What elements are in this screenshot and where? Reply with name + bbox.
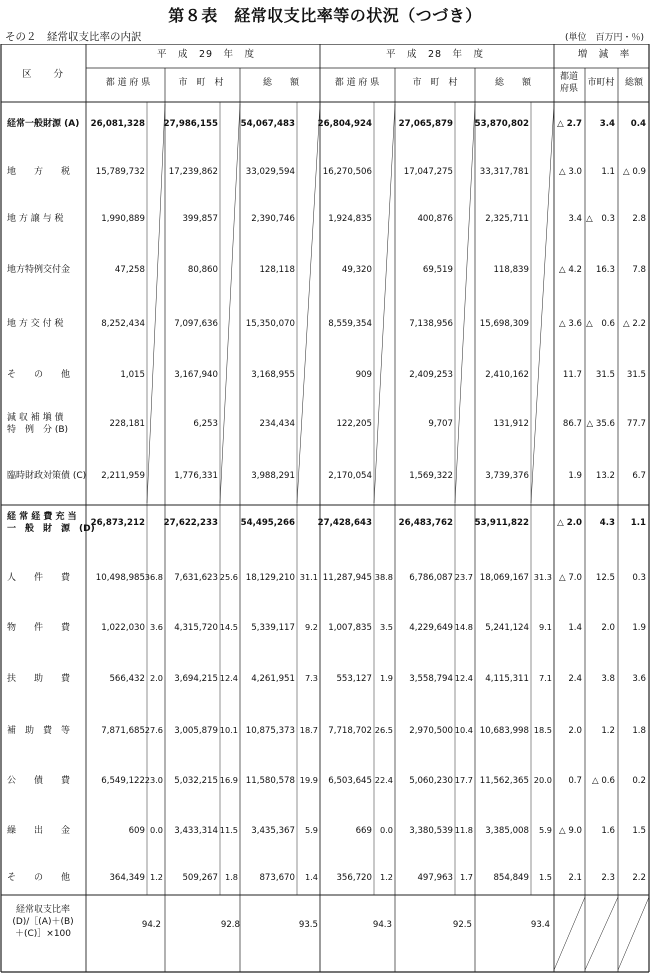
cell-h29-municipality: 6,253 <box>193 419 218 429</box>
cell-change-total: 0.3 <box>632 573 646 583</box>
cell-h28-total: 4,115,311 <box>485 674 529 684</box>
cell-h28-total: 18,069,167 <box>479 573 529 583</box>
row-label: 地 方 交 付 税 <box>7 319 64 329</box>
cell-change-municipality: 2.3 <box>601 873 615 883</box>
table-row <box>7 621 646 633</box>
row-label: 扶 助 費 <box>7 674 71 684</box>
cell-h29-total: 2,390,746 <box>251 214 295 224</box>
cell-h29-prefecture-pct: 23.0 <box>144 775 163 785</box>
cell-h28-municipality: 4,229,649 <box>409 623 453 633</box>
cell-change-prefecture: 3.4 <box>568 214 582 224</box>
cell-h28-municipality: 17,047,275 <box>403 167 453 177</box>
cell-h29-total: 11,580,578 <box>245 776 295 786</box>
header-change-municipality: 市町村 <box>587 78 615 88</box>
cell-h28-prefecture: 1,007,835 <box>328 623 372 633</box>
cell-h29-municipality: 509,267 <box>182 873 218 883</box>
cell-change-prefecture: △ 4.2 <box>558 265 582 275</box>
cell-h28-prefecture: 356,720 <box>336 873 372 883</box>
cell-h28-municipality: 9,707 <box>428 419 453 429</box>
cell-h28-prefecture-pct: 0.0 <box>379 825 393 835</box>
cell-h28-prefecture-pct: 26.5 <box>374 725 393 735</box>
cell-h29-municipality: 3,694,215 <box>174 674 218 684</box>
cell-h28-total: 53,911,822 <box>474 518 529 528</box>
cell-h29-municipality: 3,005,879 <box>174 726 218 736</box>
cell-h29-total-pct: 5.9 <box>304 825 318 835</box>
cell-h29-prefecture: 609 <box>128 826 145 836</box>
cell-change-prefecture: 11.7 <box>562 370 582 380</box>
cell-h29-prefecture: 15,789,732 <box>95 167 145 177</box>
cell-h29-prefecture: 1,990,889 <box>101 214 145 224</box>
cell-change-total: △ 2.2 <box>622 319 646 329</box>
cell-h29-municipality: 1,776,331 <box>174 471 218 481</box>
cell-h29-total: 3,168,955 <box>251 370 295 380</box>
cell-h28-prefecture: 16,270,506 <box>322 167 372 177</box>
cell-h28-prefecture-pct: 22.4 <box>374 775 393 785</box>
cell-h28-prefecture-pct: 1.2 <box>379 872 393 882</box>
header-change-total: 総額 <box>624 78 644 88</box>
cell-h28-total: 11,562,365 <box>479 776 529 786</box>
cell-change-prefecture: 1.4 <box>568 623 582 633</box>
ratio-label-line2: (D)/［(A)＋(B) <box>12 917 74 927</box>
cell-h28-total-pct: 18.5 <box>533 725 552 735</box>
table-row <box>7 317 646 329</box>
cell-h29-municipality: 4,315,720 <box>174 623 218 633</box>
cell-change-municipality: △ 0.6 <box>586 319 615 329</box>
cell-h28-municipality-pct: 14.8 <box>454 622 473 632</box>
table-row <box>7 510 646 534</box>
cell-h29-municipality: 7,631,623 <box>174 573 218 583</box>
row-label: 経常一般財源 (A) <box>7 119 80 129</box>
cell-change-total: 6.7 <box>632 471 646 481</box>
header-category: 区 分 <box>21 69 65 80</box>
cell-change-total: 3.6 <box>632 674 646 684</box>
cell-h28-total: 2,325,711 <box>485 214 529 224</box>
cell-change-total: 0.4 <box>630 119 646 129</box>
cell-h28-total-pct: 31.3 <box>533 572 552 582</box>
row-label: 物 件 費 <box>7 623 71 633</box>
cell-change-prefecture: 2.1 <box>568 873 582 883</box>
cell-h29-total-pct: 19.9 <box>299 775 318 785</box>
cell-h28-municipality-pct: 10.4 <box>454 725 473 735</box>
cell-h28-total-pct: 5.9 <box>538 825 552 835</box>
cell-change-total: 2.8 <box>632 214 646 224</box>
cell-h28-prefecture-pct: 3.5 <box>379 622 393 632</box>
cell-change-municipality: 1.1 <box>601 167 615 177</box>
cell-change-municipality: 31.5 <box>595 370 615 380</box>
cell-h28-municipality: 3,558,794 <box>409 674 453 684</box>
row-label: 公 債 費 <box>7 776 71 786</box>
cell-h29-prefecture: 47,258 <box>114 265 145 275</box>
cell-h28-prefecture: 909 <box>355 370 372 380</box>
cell-h28-total: 5,241,124 <box>485 623 529 633</box>
cell-change-prefecture: 2.4 <box>568 674 582 684</box>
cell-change-prefecture: 86.7 <box>562 419 582 429</box>
cell-h29-prefecture: 1,015 <box>120 370 145 380</box>
row-label: 補 助 費 等 <box>7 726 71 736</box>
ratio-h29-municipality: 92.8 <box>220 920 240 930</box>
cell-change-municipality: 1.2 <box>601 726 615 736</box>
cell-h28-prefecture: 7,718,702 <box>328 726 372 736</box>
cell-h29-total-pct: 1.4 <box>304 872 318 882</box>
cell-h28-total: 854,849 <box>493 873 529 883</box>
cell-change-prefecture: 0.7 <box>568 776 582 786</box>
ratio-h28-prefecture: 94.3 <box>372 920 392 930</box>
cell-h28-prefecture-pct: 1.9 <box>379 673 393 683</box>
cell-h28-total-pct: 7.1 <box>538 673 552 683</box>
table-row <box>7 672 646 684</box>
row-label-line2: 特 例 分 (B) <box>7 425 69 435</box>
cell-h29-prefecture: 1,022,030 <box>101 623 145 633</box>
cell-h28-municipality: 5,060,230 <box>409 776 453 786</box>
cell-h29-prefecture: 364,349 <box>109 873 145 883</box>
header-h28-total: 総 額 <box>494 78 532 88</box>
cell-h28-municipality: 27,065,879 <box>398 119 453 129</box>
cell-h29-municipality: 399,857 <box>182 214 218 224</box>
cell-h28-municipality: 6,786,087 <box>409 573 453 583</box>
cell-h28-municipality: 69,519 <box>422 265 453 275</box>
cell-h29-municipality-pct: 11.5 <box>219 825 238 835</box>
cell-change-municipality: 16.3 <box>595 265 615 275</box>
ratio-label-line3: ＋(C)］×100 <box>14 929 72 939</box>
cell-h29-municipality: 27,622,233 <box>163 518 218 528</box>
row-label: 地方特例交付金 <box>7 265 71 275</box>
cell-change-prefecture: 1.9 <box>568 471 582 481</box>
cell-h28-municipality: 3,380,539 <box>409 826 453 836</box>
cell-h28-total: 3,385,008 <box>485 826 529 836</box>
ratio-label-line1: 経常収支比率 <box>15 905 71 915</box>
header-change-pref-line1: 都道 <box>559 72 579 82</box>
cell-h28-municipality: 400,876 <box>417 214 453 224</box>
header-h28-municipality: 市 町 村 <box>412 78 458 88</box>
cell-change-municipality: 12.5 <box>595 573 615 583</box>
cell-h29-total-pct: 9.2 <box>304 622 318 632</box>
cell-h29-total-pct: 31.1 <box>299 572 318 582</box>
cell-change-total: 2.2 <box>632 873 646 883</box>
cell-h28-total: 33,317,781 <box>479 167 529 177</box>
cell-h28-prefecture: 6,503,645 <box>328 776 372 786</box>
cell-change-prefecture: △ 7.0 <box>558 573 582 583</box>
cell-change-prefecture: 2.0 <box>568 726 582 736</box>
cell-h28-total: 118,839 <box>493 265 529 275</box>
cell-h28-total-pct: 9.1 <box>538 622 552 632</box>
header-change-pref-line2: 府県 <box>559 84 579 94</box>
cell-h29-total-pct: 18.7 <box>299 725 318 735</box>
cell-h29-municipality-pct: 12.4 <box>219 673 238 683</box>
cell-h28-municipality: 497,963 <box>417 873 453 883</box>
table-row <box>7 774 646 786</box>
cell-h28-municipality-pct: 12.4 <box>454 673 473 683</box>
cell-h29-total: 15,350,070 <box>245 319 295 329</box>
cell-h28-total: 131,912 <box>493 419 529 429</box>
table-header <box>22 48 644 94</box>
ratio-h28-municipality: 92.5 <box>452 920 472 930</box>
cell-change-municipality: 3.4 <box>599 119 615 129</box>
row-label: 地 方 譲 与 税 <box>7 214 64 224</box>
header-change: 増 減 率 <box>577 49 631 60</box>
cell-h28-total: 10,683,998 <box>479 726 529 736</box>
table-row <box>7 368 646 380</box>
cell-h28-total: 15,698,309 <box>479 319 529 329</box>
row-label: 人 件 費 <box>7 573 71 583</box>
cell-h29-total: 234,434 <box>259 419 295 429</box>
cell-h29-prefecture: 228,181 <box>109 419 145 429</box>
cell-h29-prefecture: 8,252,434 <box>101 319 145 329</box>
cell-change-municipality: △ 0.3 <box>586 214 615 224</box>
cell-h29-prefecture-pct: 3.6 <box>149 622 163 632</box>
ratio-breakdown-table <box>0 44 650 973</box>
cell-h28-prefecture: 553,127 <box>336 674 372 684</box>
cell-change-prefecture: △ 2.0 <box>557 518 582 528</box>
table-subtitle: その２ 経常収支比率の内訳 <box>5 31 142 43</box>
cell-h28-prefecture: 49,320 <box>341 265 372 275</box>
cell-h29-prefecture: 6,549,122 <box>101 776 145 786</box>
cell-h29-municipality: 17,239,862 <box>168 167 218 177</box>
cell-change-total: 1.1 <box>630 518 646 528</box>
row-label: 地 方 税 <box>7 167 71 177</box>
header-h29-prefecture: 都 道 府 県 <box>105 78 151 88</box>
cell-h29-municipality: 80,860 <box>187 265 218 275</box>
row-label: 経 常 経 費 充 当 <box>7 512 77 522</box>
header-h29-total: 総 額 <box>262 78 300 88</box>
cell-h29-total: 10,875,373 <box>245 726 295 736</box>
cell-h29-prefecture-pct: 1.2 <box>149 872 163 882</box>
cell-h29-municipality: 5,032,215 <box>174 776 218 786</box>
cell-h29-municipality-pct: 14.5 <box>219 622 238 632</box>
cell-h29-prefecture: 7,871,685 <box>101 726 145 736</box>
cell-h29-total: 873,670 <box>259 873 295 883</box>
cell-h29-total: 54,067,483 <box>240 119 295 129</box>
cell-change-prefecture: △ 9.0 <box>558 826 582 836</box>
table-row <box>7 824 646 836</box>
cell-h28-municipality-pct: 1.7 <box>459 872 473 882</box>
cell-h28-prefecture: 26,804,924 <box>317 119 372 129</box>
cell-h29-prefecture-pct: 0.0 <box>149 825 163 835</box>
cell-h28-prefecture-pct: 38.8 <box>374 572 393 582</box>
cell-h28-total: 53,870,802 <box>474 119 529 129</box>
table-row <box>7 871 646 883</box>
page-title: 第８表 経常収支比率等の状況（つづき） <box>168 6 482 25</box>
table-row <box>7 411 646 435</box>
cell-h29-municipality-pct: 10.1 <box>219 725 238 735</box>
header-period-h29: 平 成 29 年 度 <box>156 49 256 60</box>
cell-change-municipality: △ 35.6 <box>586 419 615 429</box>
cell-h29-prefecture-pct: 36.8 <box>144 572 163 582</box>
cell-h29-prefecture: 26,081,328 <box>90 119 145 129</box>
cell-h29-prefecture: 10,498,985 <box>95 573 145 583</box>
cell-change-prefecture: △ 3.6 <box>558 319 582 329</box>
cell-h28-total-pct: 20.0 <box>533 775 552 785</box>
cell-change-total: 1.8 <box>632 726 646 736</box>
cell-h28-municipality: 7,138,956 <box>409 319 453 329</box>
cell-h29-municipality: 27,986,155 <box>163 119 218 129</box>
cell-h29-municipality: 7,097,636 <box>174 319 218 329</box>
row-label: 繰 出 金 <box>7 826 71 836</box>
cell-h28-prefecture: 2,170,054 <box>328 471 372 481</box>
cell-change-prefecture: △ 2.7 <box>557 119 582 129</box>
row-label: 減 収 補 塡 債 <box>7 413 64 423</box>
cell-h28-prefecture: 11,287,945 <box>322 573 372 583</box>
row-label: そ の 他 <box>7 873 71 883</box>
ratio-h29-total: 93.5 <box>298 920 318 930</box>
cell-h29-prefecture-pct: 2.0 <box>149 673 163 683</box>
table-row <box>7 724 646 736</box>
ratio-h28-total: 93.4 <box>530 920 550 930</box>
cell-h29-total: 128,118 <box>259 265 295 275</box>
cell-h29-total: 33,029,594 <box>245 167 295 177</box>
ratio-h29-prefecture: 94.2 <box>141 920 161 930</box>
cell-h28-prefecture: 8,559,354 <box>328 319 372 329</box>
cell-h28-total: 2,410,162 <box>485 370 529 380</box>
cell-h28-municipality: 26,483,762 <box>398 518 453 528</box>
cell-h28-prefecture: 122,205 <box>336 419 372 429</box>
header-h29-municipality: 市 町 村 <box>178 78 224 88</box>
cell-change-prefecture: △ 3.0 <box>558 167 582 177</box>
cell-change-municipality: 2.0 <box>601 623 615 633</box>
cell-change-municipality: 1.6 <box>601 826 615 836</box>
table-row <box>7 571 646 583</box>
table-row <box>7 212 646 224</box>
unit-note: (単位 百万円・％) <box>564 33 644 43</box>
cell-h28-municipality-pct: 23.7 <box>454 572 473 582</box>
cell-change-total: 1.9 <box>632 623 646 633</box>
cell-h29-total: 18,129,210 <box>245 573 295 583</box>
cell-h29-prefecture-pct: 27.6 <box>144 725 163 735</box>
row-label: そ の 他 <box>7 370 71 380</box>
cell-h28-municipality: 2,409,253 <box>409 370 453 380</box>
cell-h29-prefecture: 26,873,212 <box>90 518 145 528</box>
cell-h29-total: 3,435,367 <box>251 826 295 836</box>
cell-h29-municipality-pct: 25.6 <box>219 572 238 582</box>
cell-h28-total: 3,739,376 <box>485 471 529 481</box>
header-h28-prefecture: 都 道 府 県 <box>334 78 380 88</box>
cell-h29-municipality-pct: 16.9 <box>219 775 238 785</box>
cell-h28-municipality: 1,569,322 <box>409 471 453 481</box>
cell-change-total: 77.7 <box>626 419 646 429</box>
cell-h29-prefecture: 2,211,959 <box>101 471 145 481</box>
cell-h29-total: 54,495,266 <box>240 518 295 528</box>
table-row <box>7 469 646 481</box>
row-label: 臨時財政対策債 (C) <box>7 471 87 481</box>
cell-h29-municipality: 3,167,940 <box>174 370 218 380</box>
cell-h28-municipality-pct: 11.8 <box>454 825 473 835</box>
row-label-line2: 一 般 財 源 (D) <box>7 524 95 534</box>
cell-change-total: 1.5 <box>632 826 646 836</box>
cell-change-municipality: 4.3 <box>599 518 615 528</box>
table-body <box>7 117 646 883</box>
cell-h28-municipality: 2,970,500 <box>409 726 453 736</box>
cell-change-municipality: △ 0.6 <box>591 776 615 786</box>
cell-h29-prefecture: 566,432 <box>109 674 145 684</box>
cell-h28-prefecture: 1,924,835 <box>328 214 372 224</box>
cell-change-total: 7.8 <box>632 265 646 275</box>
cell-change-total: △ 0.9 <box>622 167 646 177</box>
cell-h29-total-pct: 7.3 <box>304 673 318 683</box>
ratio-row <box>12 903 550 939</box>
cell-h29-total: 5,339,117 <box>251 623 295 633</box>
cell-h29-total: 4,261,951 <box>251 674 295 684</box>
cell-change-total: 31.5 <box>626 370 646 380</box>
table-row <box>7 117 646 129</box>
cell-h28-total-pct: 1.5 <box>538 872 552 882</box>
cell-change-municipality: 13.2 <box>595 471 615 481</box>
cell-h28-prefecture: 669 <box>355 826 372 836</box>
cell-change-municipality: 3.8 <box>601 674 615 684</box>
table-row <box>7 263 646 275</box>
cell-h29-municipality-pct: 1.8 <box>224 872 238 882</box>
cell-change-total: 0.2 <box>632 776 646 786</box>
cell-h28-prefecture: 27,428,643 <box>317 518 372 528</box>
cell-h28-municipality-pct: 17.7 <box>454 775 473 785</box>
cell-h29-municipality: 3,433,314 <box>174 826 218 836</box>
cell-h29-total: 3,988,291 <box>251 471 295 481</box>
header-period-h28: 平 成 28 年 度 <box>385 49 485 60</box>
